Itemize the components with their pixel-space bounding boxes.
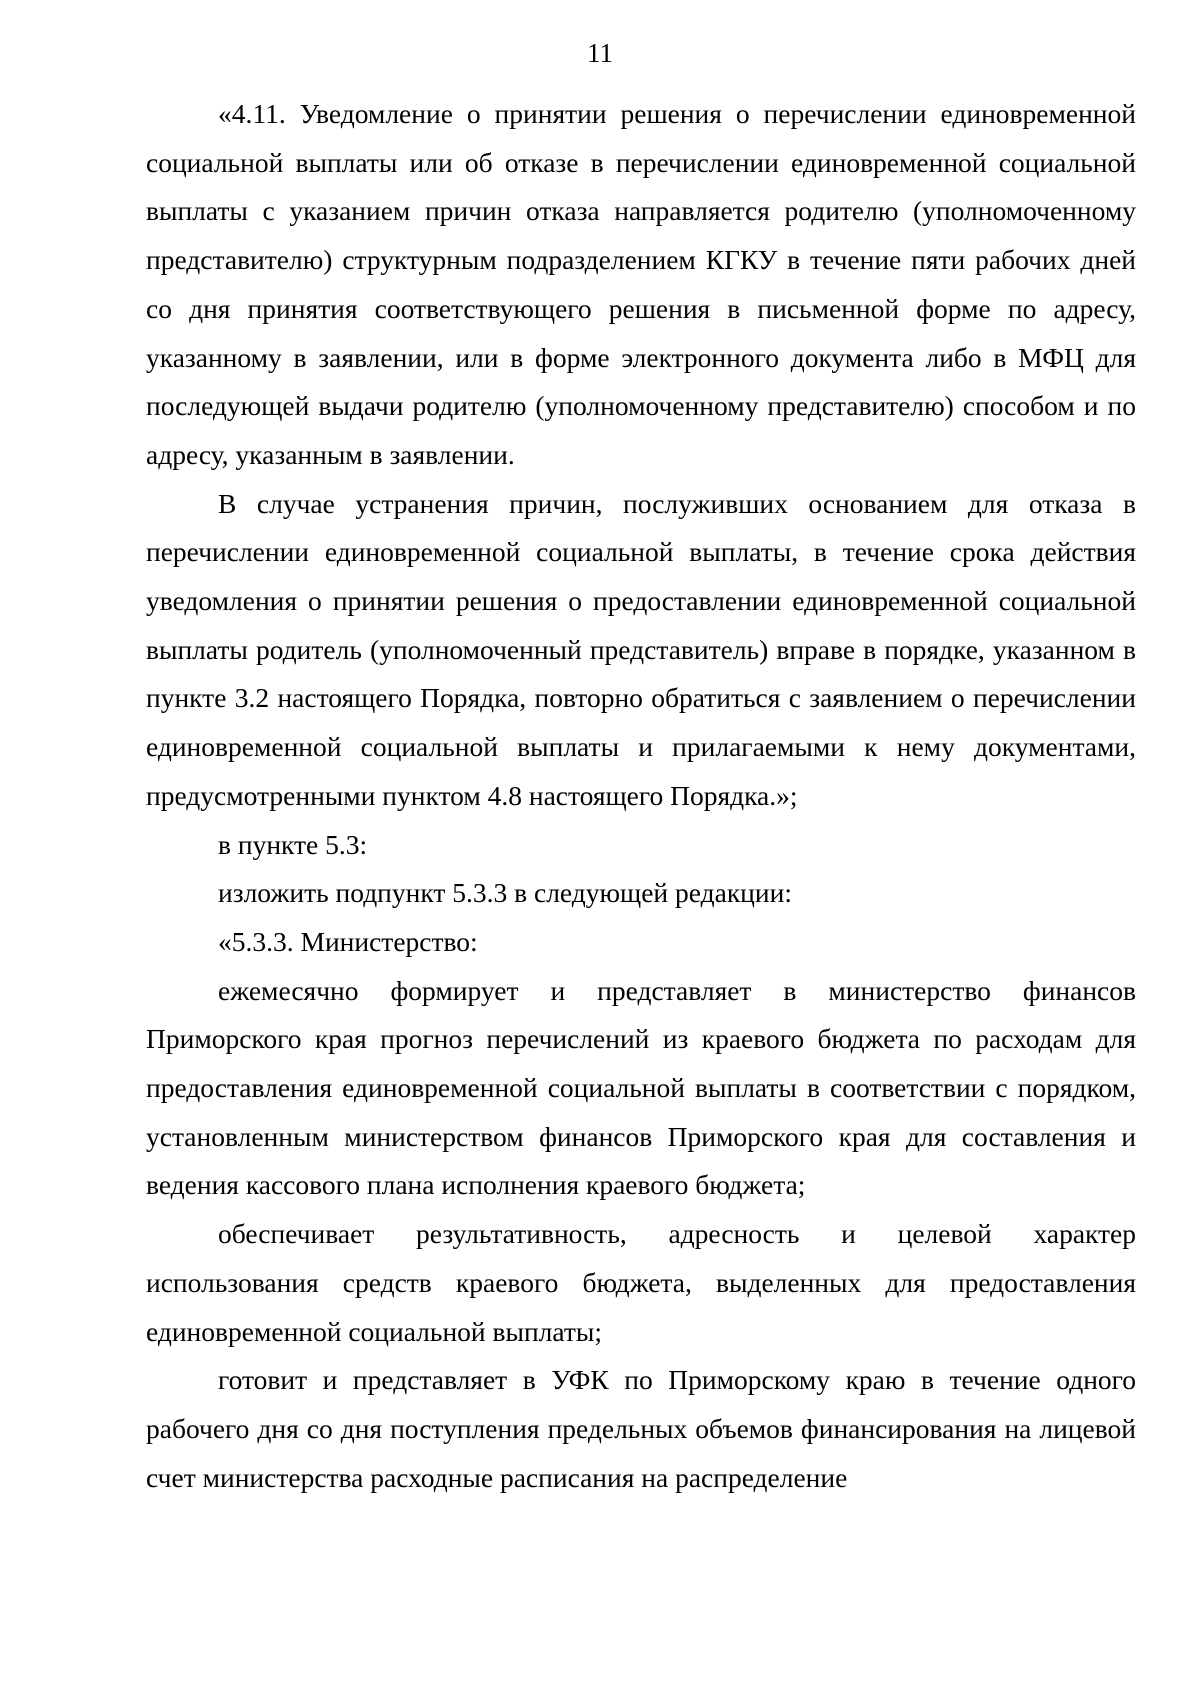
document-body bbox=[146, 90, 1136, 1502]
paragraph-clause-5-3: в пункте 5.3: bbox=[218, 828, 368, 860]
paragraph-prepares-schedules: готовит и представляет в УФК по Приморскому краю в течение одного рабочего дня со дня поступления предельных объемов финансирования на лицевой счет министерства расходные расписания на распределение bbox=[146, 1364, 1136, 1493]
paragraph-4-11-notice: «4.11. Уведомление о принятии решения о перечислении единовременной социальной выплаты или об отказе в перечислении единовременной социальной выплаты с указанием причин отказа направляется родителю (уполномоченному представителю) структурным подразделением КГКУ в течение пяти рабочих дней со дня принятия соответствующего решения в письменной форме по адресу, указанному в заявлении, или в форме электронного документа либо в МФЦ для последующей выдачи родителю (уполномоченному представителю) способом и по адресу, указанным в заявлении. bbox=[146, 98, 1136, 470]
paragraph-refusal-reapply: В случае устранения причин, послуживших основанием для отказа в перечислении единовременной социальной выплаты, в течение срока действия уведомления о принятии решения о предоставлении единовременной социальной выплаты родитель (уполномоченный представитель) вправе в порядке, указанном в пункте 3.2 настоящего Порядка, повторно обратиться с заявлением о перечислении единовременной социальной выплаты и прилагаемыми к нему документами, предусмотренными пунктом 4.8 настоящего Порядка.»; bbox=[146, 487, 1136, 811]
paragraph-monthly-forecast: ежемесячно формирует и представляет в министерство финансов Приморского края прогноз перечислений из краевого бюджета по расходам для предоставления единовременной социальной выплаты в соответствии с порядком, установленным министерством финансов Приморского края для составления и ведения кассового плана исполнения краевого бюджета; bbox=[146, 974, 1136, 1201]
page-number: 11 bbox=[587, 38, 613, 68]
paragraph-5-3-3-heading: «5.3.3. Министерство: bbox=[218, 925, 478, 957]
paragraph-subclause-instruction: изложить подпункт 5.3.3 в следующей редакции: bbox=[218, 877, 792, 909]
paragraph-ensures-effectiveness: обеспечивает результативность, адресность и целевой характер использования средств краевого бюджета, выделенных для предоставления единовременной социальной выплаты; bbox=[146, 1218, 1136, 1347]
